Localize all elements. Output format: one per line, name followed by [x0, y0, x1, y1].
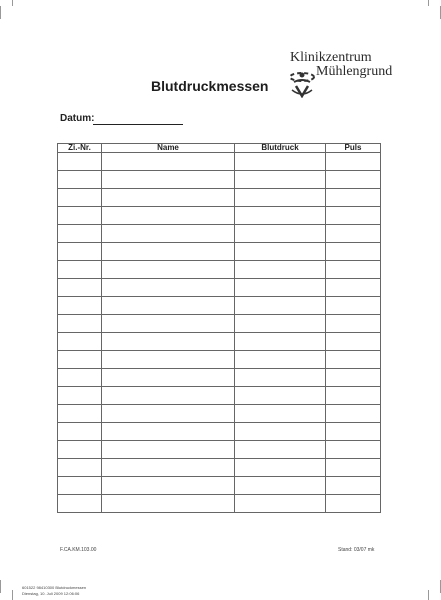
cell-blood-pressure[interactable]: [235, 315, 326, 333]
cell-name[interactable]: [102, 297, 235, 315]
cell-blood-pressure[interactable]: [235, 459, 326, 477]
table-row: [58, 207, 381, 225]
table-row: [58, 333, 381, 351]
cell-room-number[interactable]: [58, 279, 102, 297]
cell-room-number[interactable]: [58, 477, 102, 495]
cell-pulse[interactable]: [326, 387, 381, 405]
cell-room-number[interactable]: [58, 207, 102, 225]
cell-pulse[interactable]: [326, 459, 381, 477]
cell-pulse[interactable]: [326, 369, 381, 387]
cell-blood-pressure[interactable]: [235, 225, 326, 243]
table-header-row: [58, 144, 381, 153]
cell-pulse[interactable]: [326, 171, 381, 189]
cell-blood-pressure[interactable]: [235, 405, 326, 423]
date-field-line[interactable]: [93, 124, 183, 125]
cell-blood-pressure[interactable]: [235, 171, 326, 189]
cell-pulse[interactable]: [326, 315, 381, 333]
cell-name[interactable]: [102, 261, 235, 279]
clinic-logo: [282, 50, 432, 100]
cell-name[interactable]: [102, 315, 235, 333]
cell-pulse[interactable]: [326, 333, 381, 351]
cell-room-number[interactable]: [58, 189, 102, 207]
table-row: [58, 243, 381, 261]
cell-room-number[interactable]: [58, 387, 102, 405]
cell-pulse[interactable]: [326, 423, 381, 441]
header-room-number: Zi.-Nr.: [58, 144, 102, 153]
cell-blood-pressure[interactable]: [235, 153, 326, 171]
cell-name[interactable]: [102, 171, 235, 189]
table-row: [58, 153, 381, 171]
table-row: [58, 477, 381, 495]
cell-pulse[interactable]: [326, 351, 381, 369]
measurement-table: [57, 143, 381, 513]
table-row: [58, 315, 381, 333]
header-name: Name: [102, 144, 235, 153]
cell-name[interactable]: [102, 207, 235, 225]
table-row: [58, 405, 381, 423]
table-row: [58, 261, 381, 279]
crop-mark: [428, 590, 429, 600]
crop-mark: [12, 0, 13, 6]
cell-blood-pressure[interactable]: [235, 495, 326, 513]
cell-pulse[interactable]: [326, 495, 381, 513]
cell-room-number[interactable]: [58, 441, 102, 459]
print-info-line2: Dienstag, 10. Juli 2009 12:06:06: [22, 591, 80, 596]
table-row: [58, 279, 381, 297]
header-blood-pressure: Blutdruck: [235, 144, 326, 153]
cell-name[interactable]: [102, 153, 235, 171]
table-row: [58, 441, 381, 459]
cell-name[interactable]: [102, 459, 235, 477]
cell-room-number[interactable]: [58, 333, 102, 351]
table-row: [58, 189, 381, 207]
table-row: [58, 297, 381, 315]
cell-pulse[interactable]: [326, 189, 381, 207]
cell-name[interactable]: [102, 369, 235, 387]
cell-blood-pressure[interactable]: [235, 423, 326, 441]
cell-pulse[interactable]: [326, 153, 381, 171]
table-row: [58, 387, 381, 405]
cell-pulse[interactable]: [326, 261, 381, 279]
crop-mark: [0, 580, 1, 593]
cell-name[interactable]: [102, 387, 235, 405]
cell-blood-pressure[interactable]: [235, 189, 326, 207]
cell-blood-pressure[interactable]: [235, 243, 326, 261]
cell-room-number[interactable]: [58, 171, 102, 189]
crop-mark: [12, 590, 13, 600]
cell-room-number[interactable]: [58, 423, 102, 441]
cell-room-number[interactable]: [58, 153, 102, 171]
table-row: [58, 171, 381, 189]
cell-blood-pressure[interactable]: [235, 387, 326, 405]
cell-room-number[interactable]: [58, 369, 102, 387]
cell-room-number[interactable]: [58, 351, 102, 369]
cell-room-number[interactable]: [58, 243, 102, 261]
table-row: [58, 495, 381, 513]
cell-blood-pressure[interactable]: [235, 351, 326, 369]
cell-name[interactable]: [102, 495, 235, 513]
cell-pulse[interactable]: [326, 477, 381, 495]
cell-room-number[interactable]: [58, 495, 102, 513]
cell-name[interactable]: [102, 441, 235, 459]
cell-blood-pressure[interactable]: [235, 441, 326, 459]
cell-pulse[interactable]: [326, 207, 381, 225]
table-row: [58, 423, 381, 441]
cell-blood-pressure[interactable]: [235, 369, 326, 387]
cell-room-number[interactable]: [58, 225, 102, 243]
cell-name[interactable]: [102, 225, 235, 243]
cell-pulse[interactable]: [326, 297, 381, 315]
cell-blood-pressure[interactable]: [235, 297, 326, 315]
form-code: F.CA.KM.103.00: [60, 547, 97, 553]
cell-room-number[interactable]: [58, 261, 102, 279]
cell-name[interactable]: [102, 477, 235, 495]
print-info-line1: 601522 98410300 Blutdruckmessen: [22, 585, 87, 590]
page-title: Blutdruckmessen: [151, 78, 269, 94]
table-row: [58, 459, 381, 477]
cell-pulse[interactable]: [326, 441, 381, 459]
form-stand: Stand: 03/07 mk: [338, 547, 375, 553]
header-pulse: Puls: [326, 144, 381, 153]
cell-pulse[interactable]: [326, 279, 381, 297]
logo-emblem-icon: [288, 68, 316, 98]
table-row: [58, 351, 381, 369]
cell-room-number[interactable]: [58, 405, 102, 423]
logo-text-line1: Klinikzentrum: [290, 50, 372, 65]
crop-mark: [0, 6, 1, 19]
date-label: Datum:: [60, 113, 95, 124]
crop-mark: [428, 0, 429, 6]
cell-pulse[interactable]: [326, 405, 381, 423]
cell-blood-pressure[interactable]: [235, 279, 326, 297]
cell-name[interactable]: [102, 423, 235, 441]
cell-blood-pressure[interactable]: [235, 477, 326, 495]
logo-text-line2: Mühlengrund: [316, 64, 393, 79]
cell-blood-pressure[interactable]: [235, 261, 326, 279]
cell-blood-pressure[interactable]: [235, 333, 326, 351]
cell-room-number[interactable]: [58, 315, 102, 333]
cell-blood-pressure[interactable]: [235, 207, 326, 225]
cell-name[interactable]: [102, 351, 235, 369]
cell-pulse[interactable]: [326, 243, 381, 261]
cell-name[interactable]: [102, 405, 235, 423]
table-row: [58, 369, 381, 387]
cell-name[interactable]: [102, 333, 235, 351]
cell-room-number[interactable]: [58, 297, 102, 315]
cell-name[interactable]: [102, 279, 235, 297]
table-row: [58, 225, 381, 243]
cell-name[interactable]: [102, 189, 235, 207]
cell-pulse[interactable]: [326, 225, 381, 243]
cell-room-number[interactable]: [58, 459, 102, 477]
cell-name[interactable]: [102, 243, 235, 261]
